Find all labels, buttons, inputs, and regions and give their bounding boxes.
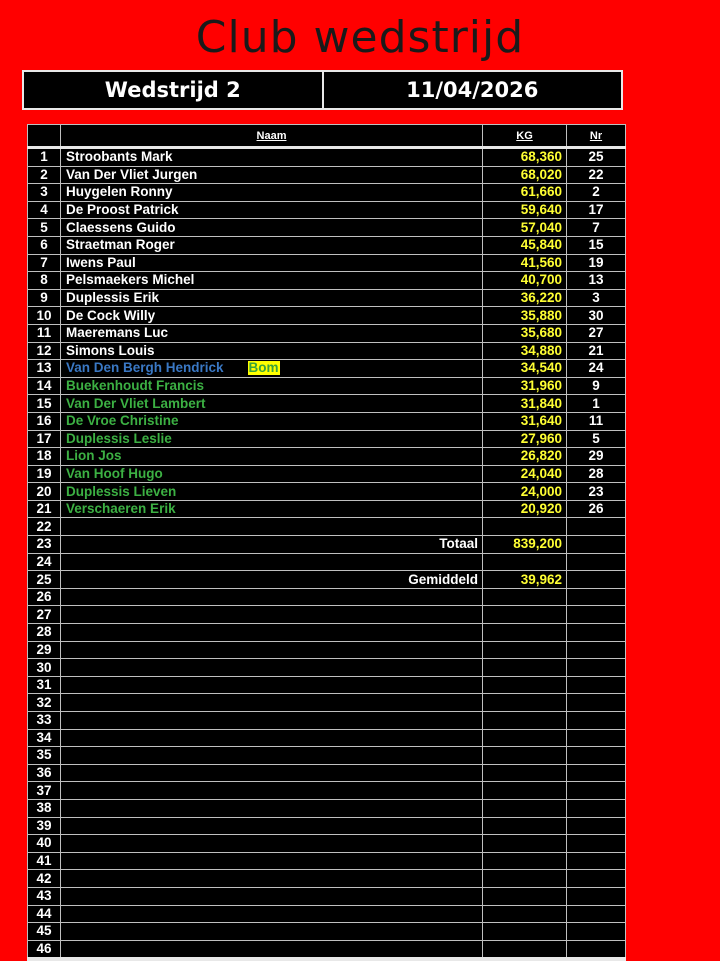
kg-cell: 57,040 [483,219,567,237]
kg-cell: 39,962 [483,571,567,589]
rank-cell: 22 [28,518,61,536]
name-cell [61,729,483,747]
header-nr: Nr [567,125,626,148]
nr-cell [567,835,626,853]
name-cell [61,835,483,853]
kg-cell [483,659,567,677]
table-row [28,201,626,219]
nr-cell: 13 [567,272,626,290]
kg-cell: 35,880 [483,307,567,325]
nr-cell: 21 [567,342,626,360]
rank-cell: 25 [28,571,61,589]
name-cell [61,905,483,923]
table-row [28,219,626,237]
table-row [28,729,626,747]
bom-badge: Bom [248,360,279,376]
page-title: Club wedstrijd [195,12,525,63]
nr-cell: 11 [567,412,626,430]
table-row [28,940,626,959]
table-row [28,835,626,853]
table-row [28,606,626,624]
kg-cell [483,852,567,870]
kg-cell [483,835,567,853]
header-name: Naam [61,125,483,148]
name-cell: Van Der Vliet Jurgen [61,166,483,184]
kg-cell [483,799,567,817]
rank-cell: 24 [28,553,61,571]
name-cell: Straetman Roger [61,236,483,254]
kg-cell [483,676,567,694]
nr-cell [567,887,626,905]
rank-cell: 19 [28,465,61,483]
nr-cell: 23 [567,483,626,501]
nr-cell [567,764,626,782]
nr-cell: 26 [567,500,626,518]
name-cell [61,588,483,606]
rank-cell: 34 [28,729,61,747]
kg-cell: 61,660 [483,184,567,202]
kg-cell [483,588,567,606]
kg-cell [483,782,567,800]
kg-cell: 68,360 [483,148,567,167]
kg-cell: 24,040 [483,465,567,483]
kg-cell: 20,920 [483,500,567,518]
rank-cell: 20 [28,483,61,501]
rank-cell: 40 [28,835,61,853]
name-cell [61,553,483,571]
nr-cell: 25 [567,148,626,167]
table-row [28,553,626,571]
rank-cell: 21 [28,500,61,518]
nr-cell [567,641,626,659]
kg-cell: 839,200 [483,536,567,554]
kg-cell: 31,960 [483,377,567,395]
nr-cell [567,799,626,817]
table-row [28,852,626,870]
kg-cell [483,923,567,941]
name-cell [61,518,483,536]
name-cell [61,747,483,765]
kg-cell: 31,640 [483,412,567,430]
nr-cell: 28 [567,465,626,483]
nr-cell [567,553,626,571]
kg-cell: 24,000 [483,483,567,501]
table-row [28,500,626,518]
race-name: Wedstrijd 2 [104,78,241,102]
kg-cell: 59,640 [483,201,567,219]
name-text: Van Den Bergh Hendrick [66,360,224,376]
table-row [28,518,626,536]
kg-cell: 31,840 [483,395,567,413]
name-cell: Van Der Vliet Lambert [61,395,483,413]
table-row [28,799,626,817]
rank-cell: 2 [28,166,61,184]
table-row [28,659,626,677]
nr-cell [567,747,626,765]
nr-cell [567,588,626,606]
name-cell [61,852,483,870]
rank-cell: 17 [28,430,61,448]
name-cell [61,624,483,642]
rank-cell: 12 [28,342,61,360]
rank-cell: 7 [28,254,61,272]
table-row [28,676,626,694]
table-row [28,307,626,325]
race-header [22,70,623,110]
rank-cell: 29 [28,641,61,659]
kg-cell: 34,880 [483,342,567,360]
table-row [28,342,626,360]
table-row [28,641,626,659]
kg-cell [483,694,567,712]
kg-cell: 26,820 [483,448,567,466]
nr-cell [567,518,626,536]
table-row [28,764,626,782]
summary-label: Totaal [61,536,483,554]
rank-cell: 15 [28,395,61,413]
rank-cell: 46 [28,940,61,959]
name-cell [61,870,483,888]
nr-cell: 29 [567,448,626,466]
kg-cell [483,940,567,959]
nr-cell: 19 [567,254,626,272]
table-row [28,289,626,307]
table-row [28,254,626,272]
results-table [27,124,626,961]
nr-cell [567,940,626,959]
kg-cell: 41,560 [483,254,567,272]
table-row [28,166,626,184]
table-row [28,395,626,413]
rank-cell: 36 [28,764,61,782]
header-rank [28,125,61,148]
nr-cell [567,817,626,835]
name-cell: Simons Louis [61,342,483,360]
rank-cell: 44 [28,905,61,923]
name-cell: Stroobants Mark [61,148,483,167]
kg-cell [483,553,567,571]
nr-cell: 5 [567,430,626,448]
rank-cell: 27 [28,606,61,624]
nr-cell [567,659,626,677]
nr-cell: 2 [567,184,626,202]
nr-cell: 1 [567,395,626,413]
name-cell: Huygelen Ronny [61,184,483,202]
table-row [28,272,626,290]
nr-cell [567,694,626,712]
nr-cell: 15 [567,236,626,254]
table-row [28,887,626,905]
rank-cell: 3 [28,184,61,202]
nr-cell [567,852,626,870]
rank-cell: 26 [28,588,61,606]
rank-cell: 37 [28,782,61,800]
name-cell [61,817,483,835]
rank-cell: 1 [28,148,61,167]
table-row [28,360,626,378]
name-cell: Iwens Paul [61,254,483,272]
kg-cell [483,747,567,765]
name-cell [61,940,483,959]
nr-cell [567,782,626,800]
table-row [28,465,626,483]
name-cell [61,923,483,941]
rank-cell: 11 [28,324,61,342]
table-row [28,236,626,254]
kg-cell: 34,540 [483,360,567,378]
table-row [28,694,626,712]
kg-cell: 45,840 [483,236,567,254]
table-row [28,923,626,941]
name-cell: De Vroe Christine [61,412,483,430]
name-cell: Duplessis Leslie [61,430,483,448]
header-kg: KG [483,125,567,148]
name-cell: Van Hoof Hugo [61,465,483,483]
kg-cell: 40,700 [483,272,567,290]
name-cell: Verschaeren Erik [61,500,483,518]
rank-cell: 14 [28,377,61,395]
rank-cell: 28 [28,624,61,642]
kg-cell [483,641,567,659]
rank-cell: 9 [28,289,61,307]
nr-cell: 17 [567,201,626,219]
nr-cell: 27 [567,324,626,342]
name-cell: Claessens Guido [61,219,483,237]
nr-cell [567,676,626,694]
name-cell [61,659,483,677]
kg-cell [483,905,567,923]
kg-cell [483,887,567,905]
name-cell: De Proost Patrick [61,201,483,219]
name-cell [61,764,483,782]
name-cell [61,782,483,800]
table-row [28,624,626,642]
nr-cell: 22 [567,166,626,184]
name-cell [61,641,483,659]
table-row [28,588,626,606]
rank-cell: 16 [28,412,61,430]
rank-cell: 42 [28,870,61,888]
rank-cell: 4 [28,201,61,219]
rank-cell: 33 [28,712,61,730]
table-row [28,747,626,765]
kg-cell [483,870,567,888]
name-cell: Lion Jos [61,448,483,466]
rank-cell: 6 [28,236,61,254]
name-cell: Buekenhoudt Francis [61,377,483,395]
kg-cell [483,817,567,835]
kg-cell [483,729,567,747]
kg-cell: 68,020 [483,166,567,184]
nr-cell [567,571,626,589]
rank-cell: 31 [28,676,61,694]
table-row [28,483,626,501]
rank-cell: 30 [28,659,61,677]
nr-cell [567,712,626,730]
kg-cell [483,764,567,782]
kg-cell: 27,960 [483,430,567,448]
rank-cell: 18 [28,448,61,466]
name-cell: Pelsmaekers Michel [61,272,483,290]
name-cell: De Cock Willy [61,307,483,325]
nr-cell [567,870,626,888]
rank-cell: 38 [28,799,61,817]
rank-cell: 8 [28,272,61,290]
kg-cell [483,624,567,642]
name-cell: Duplessis Lieven [61,483,483,501]
rank-cell: 39 [28,817,61,835]
kg-cell: 36,220 [483,289,567,307]
nr-cell [567,536,626,554]
table-row [28,782,626,800]
table-row [28,817,626,835]
nr-cell: 24 [567,360,626,378]
table-header-row [28,125,626,148]
name-cell [61,799,483,817]
table-row [28,430,626,448]
kg-cell: 35,680 [483,324,567,342]
kg-cell [483,606,567,624]
name-cell: Maeremans Luc [61,324,483,342]
table-row [28,184,626,202]
nr-cell [567,923,626,941]
name-cell [61,887,483,905]
kg-cell [483,712,567,730]
nr-cell [567,606,626,624]
rank-cell: 35 [28,747,61,765]
nr-cell: 9 [567,377,626,395]
table-row [28,712,626,730]
nr-cell [567,729,626,747]
summary-label: Gemiddeld [61,571,483,589]
rank-cell: 13 [28,360,61,378]
name-cell [61,606,483,624]
rank-cell: 41 [28,852,61,870]
rank-cell: 23 [28,536,61,554]
rank-cell: 5 [28,219,61,237]
table-row [28,870,626,888]
rank-cell: 45 [28,923,61,941]
table-row [28,324,626,342]
kg-cell [483,518,567,536]
rank-cell: 32 [28,694,61,712]
nr-cell: 30 [567,307,626,325]
table-row [28,148,626,167]
table-row [28,536,626,554]
nr-cell [567,624,626,642]
nr-cell [567,905,626,923]
name-cell [61,694,483,712]
name-cell: Duplessis Erik [61,289,483,307]
name-cell [61,676,483,694]
table-row [28,377,626,395]
name-cell [61,360,483,378]
name-cell [61,712,483,730]
race-date: 11/04/2026 [322,72,622,108]
table-row [28,412,626,430]
table-row [28,448,626,466]
nr-cell: 7 [567,219,626,237]
nr-cell: 3 [567,289,626,307]
table-row [28,905,626,923]
rank-cell: 43 [28,887,61,905]
rank-cell: 10 [28,307,61,325]
table-row [28,571,626,589]
